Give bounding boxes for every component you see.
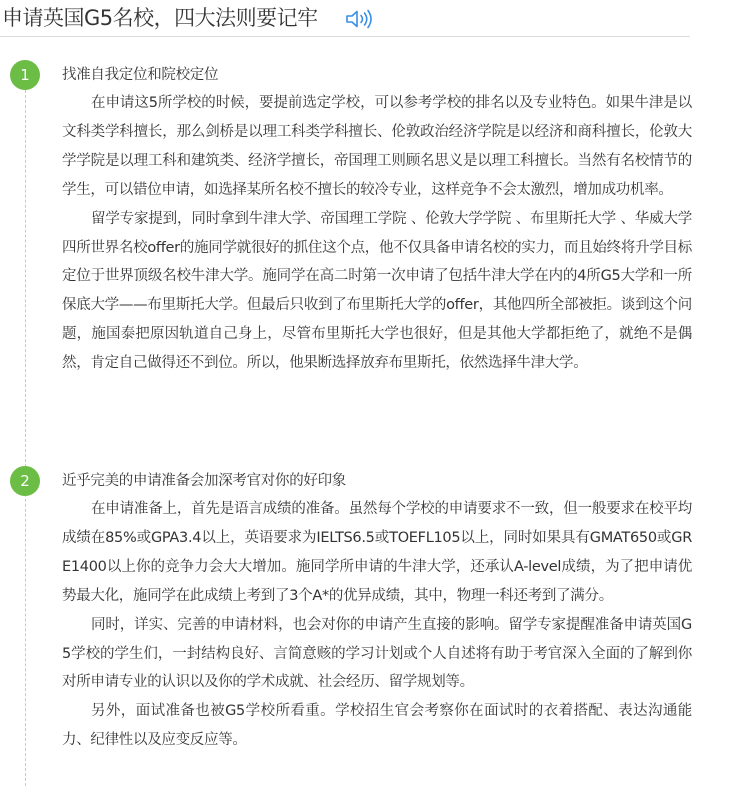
step-number-badge: 2 — [10, 466, 40, 496]
step-number-badge: 1 — [10, 60, 40, 90]
paragraph: 同时，详实、完善的申请材料，也会对你的申请产生直接的影响。留学专家提醒准备申请英国G5学校的学生们，一封结构良好、言简意赅的学习计划或个人自述将有助于考官深入全面的了解到你对所申请专业的认识以及你的学术成就、社会经历、留学规划等。 — [62, 616, 692, 691]
paragraph: 在申请准备上，首先是语言成绩的准备。虽然每个学校的申请要求不一致，但一般要求在校平均成绩在85%或GPA3.4以上，英语要求为IELTS6.5或TOEFL105以上，同时如果具有GMAT650或GRE1400以上你的竞争力会大大增加。施同学所申请的牛津大学，还承认A-level成绩，为了把申请优势最大化，施同学在此成绩上考到了3个A*的优异成绩，其中，物理一科还考到了满分。 — [62, 501, 692, 604]
section-heading: 近乎完美的申请准备会加深考官对你的好印象 — [62, 473, 346, 489]
paragraph: 在申请这5所学校的时候，要提前选定学校，可以参考学校的排名以及专业特色。如果牛津是以文科类学科擅长，那么剑桥是以理工科类学科擅长、伦敦政治经济学院是以经济和商科擅长，伦敦大学学院是以理工科和建筑类、经济学擅长，帝国理工则顾名思义是以理工科擅长。当然有名校情节的学生，可以错位申请，如选择某所名校不擅长的较冷专业，这样竞争不会太激烈，增加成功机率。 — [62, 95, 692, 198]
speaker-icon[interactable] — [345, 9, 377, 29]
section-1 — [62, 61, 692, 378]
paragraph: 另外，面试准备也被G5学校所看重。学校招生官会考察你在面试时的衣着搭配、表达沟通能力、纪律性以及应变反应等。 — [62, 703, 692, 749]
paragraph: 留学专家提到，同时拿到牛津大学、帝国理工学院 、伦敦大学学院 、布里斯托大学 、华威大学四所世界名校offer的施同学就很好的抓住这个点，他不仅具备申请名校的实力，而且始终将升学目标定位于世界顶级名校牛津大学。施同学在高二时第一次申请了包括牛津大学在内的4所G5大学和一所保底大学——布里斯托大学。但最后只收到了布里斯托大学的offer，其他四所全部被拒。谈到这个问题，施国泰把原因轨道自己身上，尽管布里斯托大学也很好，但是其他大学都拒绝了，就绝不是偶然，肯定自己做得还不到位。所以，他果断选择放弃布里斯托，依然选择牛津大学。 — [62, 210, 692, 372]
timeline-line — [25, 75, 26, 786]
section-heading: 找准自我定位和院校定位 — [62, 67, 219, 83]
page-title: 申请英国G5名校，四大法则要记牢 — [2, 6, 318, 30]
article-header — [0, 0, 690, 37]
section-2 — [62, 467, 692, 755]
